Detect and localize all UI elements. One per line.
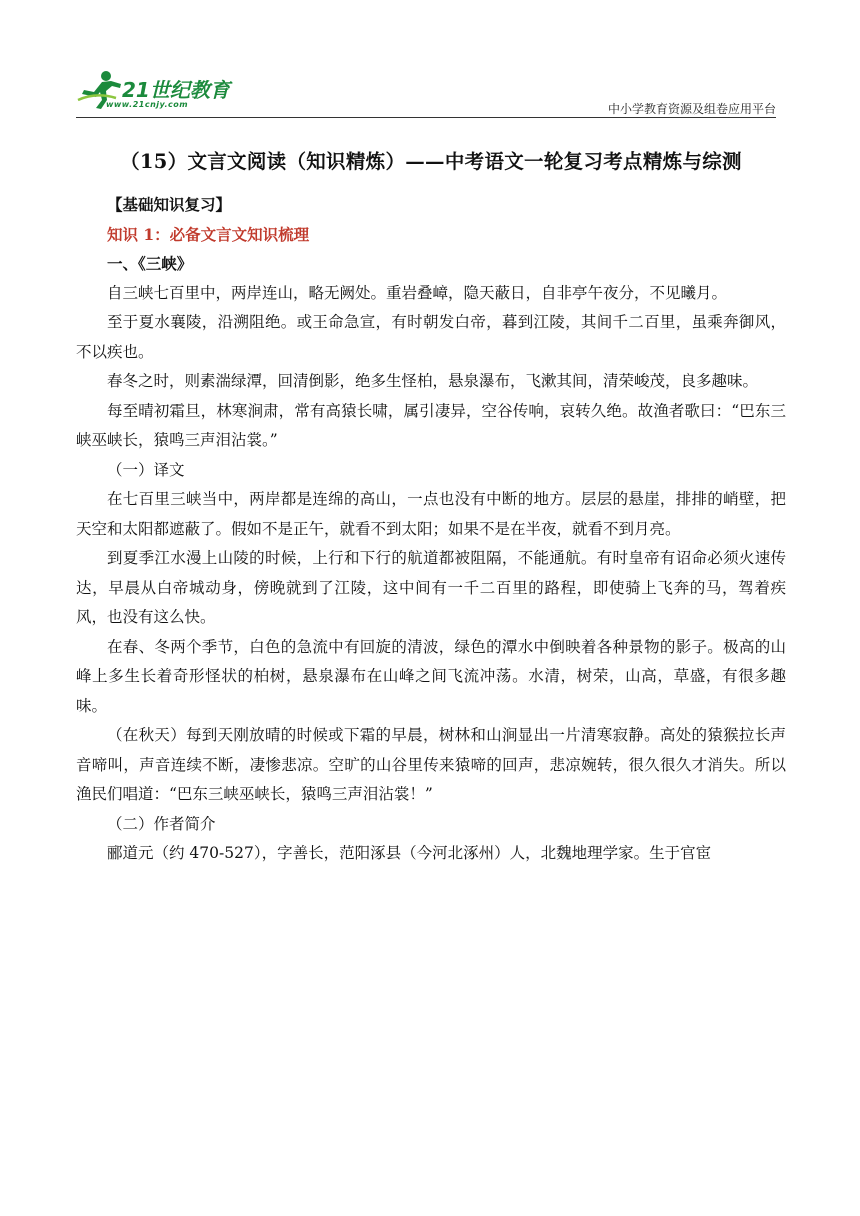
subheading-three-gorges: 一、《三峡》 bbox=[107, 254, 193, 273]
section-label: 【基础知识复习】 bbox=[107, 195, 232, 214]
author-paragraph: 郦道元（约 470-527），字善长，范阳涿县（今河北涿州）人，北魏地理学家。生于官宦 bbox=[107, 844, 712, 862]
logo-url: www.21cnjy.com bbox=[106, 100, 189, 109]
document-body bbox=[76, 138, 786, 869]
page-header bbox=[76, 64, 776, 116]
knowledge-heading: 知识 1：必备文言文知识梳理 bbox=[107, 224, 310, 244]
author-heading: （二）作者简介 bbox=[107, 814, 216, 833]
logo bbox=[76, 70, 256, 114]
translation-paragraph: 到夏季江水漫上山陵的时候，上行和下行的航道都被阻隔，不能通航。有时皇帝有诏命必须火速传达，早晨从白帝城动身，傍晚就到了江陵，这中间有一千二百里的路程，即使骑上飞奔的马，驾着疾风，也没有这么快。 bbox=[76, 549, 786, 626]
original-paragraph: 春冬之时，则素湍绿潭，回清倒影，绝多生怪柏，悬泉瀑布，飞漱其间，清荣峻茂，良多趣味。 bbox=[107, 372, 759, 390]
logo-text: 21世纪教育 bbox=[122, 78, 230, 102]
translation-heading: （一）译文 bbox=[107, 460, 185, 479]
translation-paragraph: 在春、冬两个季节，白色的急流中有回旋的清波，绿色的潭水中倒映着各种景物的影子。极高的山峰上多生长着奇形怪状的柏树，悬泉瀑布在山峰之间飞流冲荡。水清，树荣，山高，草盛，有很多趣味。 bbox=[76, 637, 786, 715]
translation-paragraph: 在七百里三峡当中，两岸都是连绵的高山，一点也没有中断的地方。层层的悬崖，排排的峭壁，把天空和太阳都遮蔽了。假如不是正午，就看不到太阳；如果不是在半夜，就看不到月亮。 bbox=[76, 490, 786, 538]
original-paragraph: 自三峡七百里中，两岸连山，略无阙处。重岩叠嶂，隐天蔽日，自非亭午夜分，不见曦月。 bbox=[107, 283, 728, 302]
original-paragraph: 至于夏水襄陵，沿溯阻绝。或王命急宣，有时朝发白帝，暮到江陵，其间千二百里，虽乘奔御风，不以疾也。 bbox=[76, 313, 786, 361]
platform-name: 中小学教育资源及组卷应用平台 bbox=[607, 102, 776, 116]
original-paragraph: 每至晴初霜旦，林寒涧肃，常有高猿长啸，属引凄异，空谷传响，哀转久绝。故渔者歌曰：“巴东三峡巫峡长，猿鸣三声泪沾裳。” bbox=[76, 401, 786, 449]
translation-paragraph: （在秋天）每到天刚放晴的时候或下霜的早晨，树林和山涧显出一片清寒寂静。高处的猿猴拉长声音啼叫，声音连续不断，凄惨悲凉。空旷的山谷里传来猿啼的回声，悲凉婉转，很久很久才消失。所以渔民们唱道：“巴东三峡巫峡长，猿鸣三声泪沾裳！” bbox=[76, 726, 786, 803]
header-divider bbox=[76, 117, 776, 118]
document-title: （15）文言文阅读（知识精炼）——中考语文一轮复习考点精炼与综测 bbox=[120, 150, 742, 173]
